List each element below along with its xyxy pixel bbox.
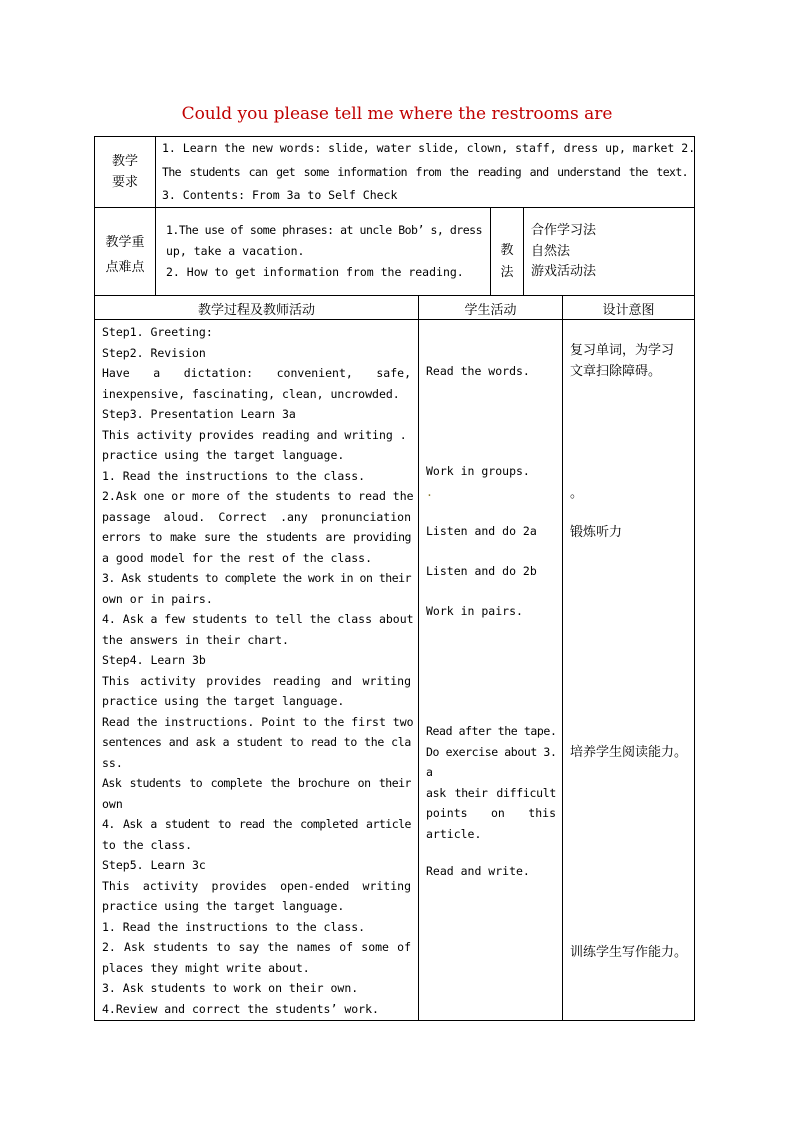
process-line: 4. Ask a student to read the completed article: [102, 817, 411, 831]
process-line: 3. Ask students to work on their own.: [102, 981, 359, 995]
process-line: Ask students to complete the brochure on their: [102, 776, 411, 790]
design-item: 文章扫除障碍。: [570, 363, 662, 379]
process-line: Read the instructions. Point to the first two: [102, 714, 414, 729]
process-line: This activity provides reading and writing .: [102, 427, 407, 442]
process-column: [102, 322, 414, 1019]
process-line: a good model for the rest of the class.: [102, 550, 373, 565]
student-item: ask their difficult: [426, 785, 556, 800]
key-points-label: 教学重 点难点: [105, 235, 145, 275]
student-item: Read and write.: [426, 864, 530, 878]
requirements-line: 1. Learn the new words: slide, water slide, clown, staff, dress up, market 2.: [162, 141, 696, 155]
method-list: [531, 221, 691, 283]
key-point-line: 1.The use of some phrases: at uncle Bob’ s, dress: [166, 223, 482, 237]
student-reading-block: [426, 721, 556, 844]
process-line: errors to make sure the students are providing: [102, 530, 411, 544]
process-line: Step5. Learn 3c: [102, 858, 206, 872]
header-student: 学生活动: [464, 303, 517, 318]
method-item: 游戏活动法: [531, 264, 597, 279]
design-item: 锻炼听力: [570, 525, 623, 540]
process-line: Have a dictation: convenient, safe,: [102, 366, 411, 380]
design-item: 。: [570, 486, 584, 501]
process-line: 1. Read the instructions to the class.: [102, 468, 366, 483]
method-item: 合作学习法: [531, 223, 597, 238]
design-review-block: [570, 341, 674, 382]
process-line: Step2. Revision: [102, 345, 206, 360]
process-line: This activity provides open-ended writing: [102, 878, 411, 893]
method-label: 教 法: [500, 243, 514, 280]
page-title: Could you please tell me where the restrooms are: [181, 104, 613, 124]
process-line: 2. Ask students to say the names of some of: [102, 940, 411, 954]
process-line: practice using the target language.: [102, 899, 345, 913]
student-item: Read the words.: [426, 364, 530, 378]
process-line: own: [102, 796, 123, 811]
process-line: to the class.: [102, 837, 193, 852]
student-item: Do exercise about 3.: [426, 744, 556, 759]
process-line: Step4. Learn 3b: [102, 653, 206, 667]
process-line: Step3. Presentation Learn 3a: [102, 407, 296, 421]
requirements-label: 教学 要求: [111, 154, 138, 190]
key-point-line: up, take a vacation.: [166, 244, 305, 258]
key-point-line: 2. How to get information from the reading.: [166, 265, 464, 279]
header-design: 设计意图: [602, 303, 655, 318]
process-line: 4. Ask a few students to tell the class about: [102, 612, 414, 626]
process-line: practice using the target language.: [102, 694, 345, 708]
design-item: 训练学生写作能力。: [570, 945, 688, 960]
process-line: the answers in their chart.: [102, 632, 289, 647]
process-line: 4.Review and correct the students’ work.: [102, 1001, 379, 1016]
process-line: sentences and ask a student to read to the cla: [102, 735, 411, 749]
student-item: Work in groups.: [426, 464, 530, 478]
requirements-line: The students can get some information from the reading and understand the text.: [162, 164, 688, 179]
key-points-text: [166, 220, 482, 283]
student-item: points on this: [426, 806, 556, 820]
student-item: .: [426, 485, 433, 499]
process-line: own or in pairs.: [102, 591, 213, 606]
design-item: 复习单词，为学习: [570, 343, 675, 358]
student-item: a: [426, 765, 433, 779]
process-line: 3. Ask students to complete the work in on their: [102, 571, 411, 585]
header-process: 教学过程及教师活动: [197, 303, 315, 318]
student-item: Read after the tape.: [426, 724, 556, 738]
method-item: 自然法: [531, 243, 571, 259]
process-line: This activity provides reading and writing: [102, 673, 411, 688]
student-item: Listen and do 2a: [426, 524, 537, 538]
process-line: inexpensive, fascinating, clean, uncrowded.: [102, 386, 400, 401]
design-item: 培养学生阅读能力。: [570, 745, 688, 760]
student-item: article.: [426, 826, 482, 841]
requirements-text: [162, 137, 696, 208]
student-item: Work in pairs.: [426, 604, 523, 618]
process-line: places they might write about.: [102, 960, 310, 975]
process-line: 1. Read the instructions to the class.: [102, 919, 366, 934]
student-item: Listen and do 2b: [426, 564, 537, 578]
process-line: practice using the target language.: [102, 448, 345, 462]
process-line: 2.Ask one or more of the students to read the: [102, 489, 414, 503]
process-line: Step1. Greeting:: [102, 325, 213, 339]
requirements-line: 3. Contents: From 3a to Self Check: [162, 188, 398, 202]
process-line: passage aloud. Correct .any pronunciation: [102, 509, 411, 524]
process-line: ss.: [102, 755, 123, 770]
